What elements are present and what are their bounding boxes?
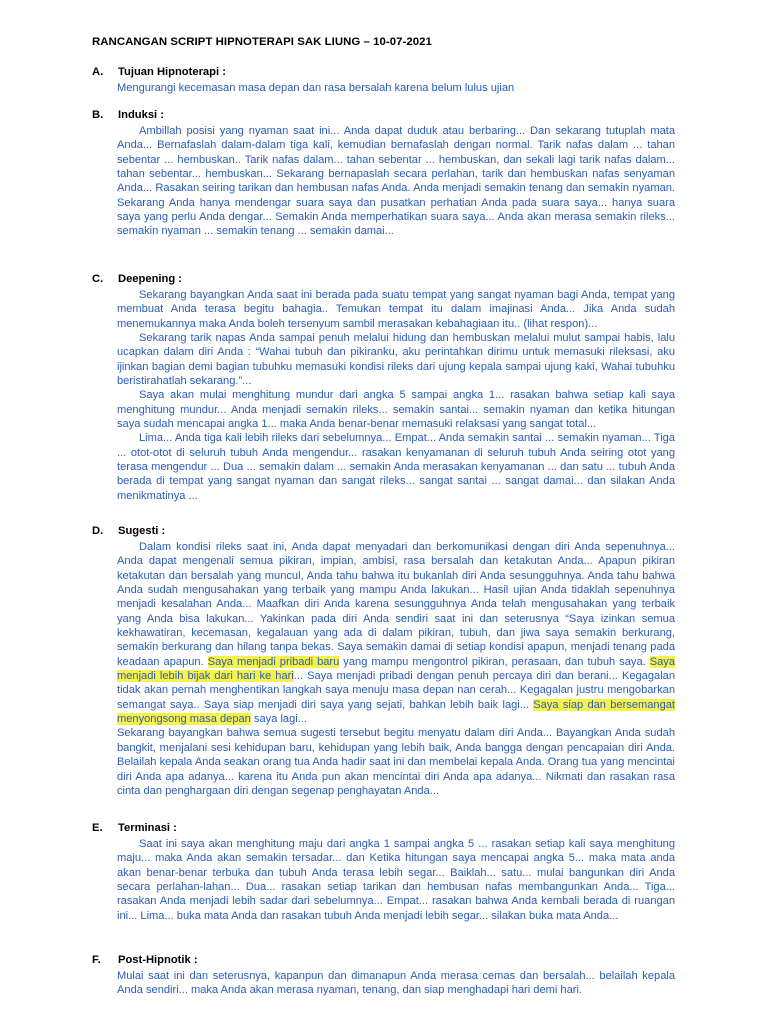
highlighted-text: Saya menjadi pribadi baru [207,655,340,668]
paragraph: Sekarang bayangkan Anda saat ini berada pada suatu tempat yang sangat nyaman bagi Anda, tempat yang membuat Anda terasa begitu bahagia.. Temukan tempat itu dalam imajinasi Anda... Jika Anda sudah menemukannya maka Anda boleh tersenyum sambil merasakan kebahagiaan itu.. (lihat respon)... [117,289,675,330]
section-induksi [92,109,676,239]
paragraph [117,540,675,726]
section-title: Terminasi : [118,822,177,834]
section-letter: D. [92,525,104,537]
paragraph: Sekarang tarik napas Anda sampai penuh melalui hidung dan hembuskan melalui mulut sampai habis, lalu ucapkan dalam diri Anda : “Wahai tubuh dan pikiranku, aku perintahkan dirimu untuk memasuki rileksasi, aku ijinkan bagian demi bagian tubuhku memasuki kondisi rileks dari ujung kepala sampai ujung kaki, Wahai tubuhku beristirahatlah sekarang.”... [117,332,675,388]
paragraph: Mulai saat ini dan seterusnya, kapanpun dan dimanapun Anda merasa cemas dan bersalah... belailah kepala Anda sendiri... maka Anda akan merasa nyaman, tenang, dan siap menghadapi hari demi hari. [117,970,675,997]
section-terminasi [92,822,676,923]
section-letter: E. [92,822,103,834]
section-letter: B. [92,109,104,121]
section-deepening [92,273,676,503]
paragraph: Saya akan mulai menghitung mundur dari angka 5 sampai angka 1... rasakan bahwa setiap kali saya menghitung mundur... Anda menjadi semakin rileks... semakin santai... semakin nyaman dan ketika hitungan saya sudah mencapai angka 1... maka Anda benar-benar memasuki relaksasi yang sangat total... [117,389,675,431]
section-letter: A. [92,66,104,78]
paragraph-text: ... Saya menjadi pribadi dengan penuh percaya diri dan berani... Kegagalan tidak akan pernah menghentikan langkah saya menuju masa depan nan cerah... Kegagalan justru mengobarkan semangat saya.. Saya siap menjadi diri saya yang sejati, bahkan lebih baik lagi... [117,670,675,711]
section-title: Deepening : [118,273,183,285]
paragraph-text: Dalam kondisi rileks saat ini, Anda dapat menyadari dan berkomunikasi dengan diri Anda sepenuhnya... Anda dapat mengenali semua pikiran, impian, ambisi, rasa bersalah dan ketakutan Anda... Apapun pikiran ketakutan dan bersalah yang muncul, Anda tahu bahwa itu bukanlah diri Anda sesungguhnya. Anda tahu bahwa Anda sudah mengusahakan yang terbaik yang mampu Anda lakukan... Hasil ujian Anda tidaklah sepenuhnya menjadi kesalahan Anda... Maafkan diri Anda karena sesungguhnya Anda telah mengusahakan yang terbaik yang Anda bisa lakukan... Yakinkan pada diri Anda sendiri saat ini dan seterusnya “Saya izinkan semua kekhawatiran, kecemasan, kegalauan yang ada di dalam pikiran, tubuh, dan jiwa saya semakin berkurang, semakin berkurang dan hilang tanpa bekas. Saya semakin damai di setiap kondisi apapun, menjadi tenang pada keadaan apapun. [117,541,675,668]
paragraph: Sekarang bayangkan bahwa semua sugesti tersebut begitu menyatu dalam diri Anda... Bayangkan Anda sudah bangkit, menjalani sesi kehidupan baru, kehidupan yang lebih baik, Anda bangga dengan pencapaian diri Anda. Belailah kepala Anda seakan orang tua Anda hadir saat ini dan membelai kepala Anda. Orang tua yang mencintai diri Anda apa adanya... karena itu Anda pun akan mencintai diri Anda apa adanya... Nikmati dan rasakan rasa cinta dan penghargaan diri dengan segenap penghayatan Anda... [117,727,675,797]
highlighted-text: Saya siap dan bersemangat menyongsong masa depan [117,698,675,726]
document-title: RANCANGAN SCRIPT HIPNOTERAPI SAK LIUNG – 10-07-2021 [92,36,432,48]
section-letter: C. [92,273,104,285]
paragraph-text: yang mampu mengontrol pikiran, perasaan, dan tubuh saya. [339,655,650,668]
paragraph: Ambillah posisi yang nyaman saat ini... Anda dapat duduk atau berbaring... Dan sekarang tutuplah mata Anda... Bernafaslah dalam-dalam tiga kali, kemudian bernafaslah dengan normal. Tarik nafas dalam ... tahan sebentar ... hembuskan.. Tarik nafas dalam... tahan sebentar ... hembuskan, dan sekali lagi tarik nafas dalam... tahan sebentar... hembuskan... Sekarang bernapaslah secara perlahan, tarik dan hembuskan nafas senyaman Anda... Rasakan seiring tarikan dan hembusan nafas Anda. Anda menjadi semakin tenang dan semakin nyaman. Sekarang Anda hanya mendengar suara saya dan pusatkan perhatian Anda pada suara saya... hanya suara saya yang perlu Anda dengar... Semakin Anda memperhatikan suara saya... Anda akan merasa semakin rileks... semakin nyaman ... semakin tenang ... semakin damai... [117,125,675,238]
section-title: Induksi : [118,109,164,121]
section-title: Post-Hipnotik : [118,954,198,966]
highlighted-text: Saya menjadi lebih bijak dari hari ke hari [117,655,676,683]
paragraph: Saat ini saya akan menghitung maju dari angka 1 sampai angka 5 ... rasakan setiap kali saya menghitung maju... maka Anda akan semakin tersadar... dan Ketika hitungan saya mencapai angka 5... maka mata anda akan benar-benar terbuka dan tubuh Anda terasa lebih segar... Baiklah... satu... mulai bangunkan diri Anda secara perlahan-lahan... Dua... rasakan setiap tarikan dan hembusan nafas membangunkan Anda... Tiga... rasakan Anda menjadi lebih sadar dari sebelumnya... Empat... rasakan bahwa Anda kembali berada di ruangan ini... Lima... buka mata Anda dan rasakan tubuh Anda menjadi lebih segar... silakan buka mata Anda... [117,838,675,922]
section-tujuan [92,66,676,95]
section-title: Tujuan Hipnoterapi : [118,66,226,78]
section-title: Sugesti : [118,525,166,537]
section-post-hipnotik [92,954,676,998]
paragraph: Lima... Anda tiga kali lebih rileks dari sebelumnya... Empat... Anda semakin santai ... semakin nyaman... Tiga ... otot-otot di seluruh tubuh Anda mengendur... rasakan kenyamanan di seluruh tubuh Anda seiring otot yang terasa mengendur ... Dua ... semakin dalam ... semakin Anda merasakan kenyamanan ... dan satu ... tubuh Anda berada di tempat yang sangat nyaman dan sangat rileks... sangat santai ... sangat damai... dan silakan Anda menikmatinya ... [117,432,675,502]
paragraph: Mengurangi kecemasan masa depan dan rasa bersalah karena belum lulus ujian [117,82,515,94]
section-letter: F. [92,954,101,966]
section-sugesti [92,525,676,798]
paragraph-text: saya lagi... [250,713,307,726]
